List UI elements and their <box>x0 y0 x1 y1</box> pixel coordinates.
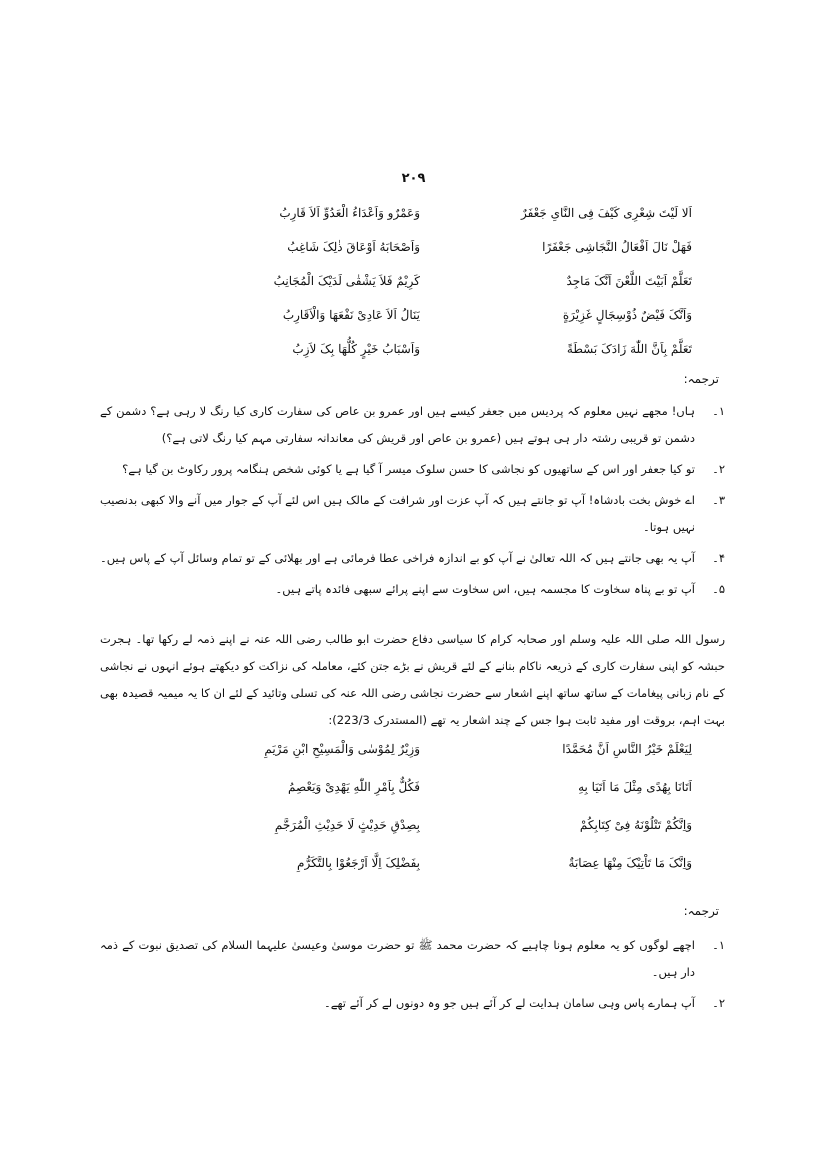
second-hemistich: یَنَالُ اَلاَ عَادِیْ نَفْعَهَا وَالْاَقَارِبُ <box>282 308 420 322</box>
item-number: ۲۔ <box>712 462 725 476</box>
verse-line <box>180 298 692 332</box>
first-hemistich: وَاِنَّکُمْ تَتْلُوْنَهُ فِیْ کِتَابِکُمْ <box>579 818 692 832</box>
verse-line <box>180 844 692 882</box>
first-hemistich: اَلا لَیْتَ شِعْرِی کَیْفَ فِی النَّایِ جَعْفَرٌ <box>520 206 692 220</box>
poem-1 <box>180 196 692 366</box>
item-number: ۳۔ <box>712 493 725 507</box>
page-number: ۲۰۹ <box>401 171 426 186</box>
verse-line <box>180 806 692 844</box>
list-item <box>100 576 725 603</box>
item-number: ۴۔ <box>712 551 725 565</box>
second-hemistich: وَاَسْبَابُ خَیْرٍ کُلُّهَا بِکَ لاَزِبُ <box>292 342 420 356</box>
body-paragraph: رسول اللہ صلی اللہ علیہ وسلم اور صحابہ کرام کا سیاسی دفاع حضرت ابو طالب رضی اللہ عنہ نے اپنے ذمہ لے رکھا تھا۔ ہجرت حبشہ کو اپنی سفارت کاری کے ذریعہ ناکام بنانے کے لئے قریش نے بڑے جتن کئے، معاملہ کی نزاکت کو دیکھتے ہوئے انہوں نے نجاشی کے نام زبانی پیغامات کے ساتھ ساتھ اپنے اشعار سے حضرت نجاشی رضی اللہ عنہ کی تسلی وتائید کے لئے ان کا یہ میمیہ قصیدہ بھی بہت اہم، بروقت اور مفید ثابت ہوا جس کے چند اشعار یہ تھے (المستدرک 223/3): <box>100 632 725 727</box>
item-number: ۲۔ <box>712 996 725 1010</box>
poem-2 <box>180 730 692 882</box>
second-hemistich: وَعَمْرٌو وَاَعْدَاءُ الْعَدُوِّ اَلاَ قَارِبُ <box>279 206 420 220</box>
translation-list-2 <box>100 932 725 1021</box>
second-hemistich: کَرِیْمٌ فَلاَ یَشْقٰی لَدَیْکَ الْمُجَانِبُ <box>273 274 420 288</box>
item-number: ۵۔ <box>712 582 725 596</box>
item-text: تو کیا جعفر اور اس کے ساتھیوں کو نجاشی کا حسن سلوک میسر آ گیا ہے یا کوئی شخص ہنگامہ پرور رکاوٹ بن گیا ہے؟ <box>122 462 695 476</box>
item-text: آپ یہ بھی جانتے ہیں کہ اللہ تعالیٰ نے آپ کو بے اندازہ فراخی عطا فرمائی ہے اور بھلائی کے تو تمام وسائل آپ کے پاس ہیں۔ <box>100 551 695 565</box>
verse-line <box>180 264 692 298</box>
list-item <box>100 932 725 986</box>
first-hemistich: اَتَانَا بِهُدًی مِثْلَ مَا اَتَیَا بِهِ <box>578 780 692 794</box>
first-hemistich: تَعَلَّمْ بِاَنَّ اللّٰهَ زَادَکَ بَسْطَةً <box>566 342 692 356</box>
list-item <box>100 545 725 572</box>
verse-line <box>180 196 692 230</box>
item-text: آپ تو بے پناہ سخاوت کا مجسمہ ہیں، اس سخاوت سے اپنے پرائے سبھی فائدہ پاتے ہیں۔ <box>275 582 695 596</box>
second-hemistich: بِصِدْقِ حَدِیْثٍ لَا حَدِیْثِ الْمُرَجَّمِ <box>274 818 420 832</box>
list-item <box>100 398 725 452</box>
item-text: اے خوش بخت بادشاہ! آپ تو جانتے ہیں کہ آپ عزت اور شرافت کے مالک ہیں اس لئے آپ کے جوار میں آنے والا کبھی بدنصیب نہیں ہوتا۔ <box>100 493 695 534</box>
item-text: اچھے لوگوں کو یہ معلوم ہونا چاہیے کہ حضرت محمد ﷺ تو حضرت موسیٰ وعیسیٰ علیہما السلام کی تصدیق نبوت کے ذمہ دار ہیں۔ <box>100 938 695 979</box>
second-hemistich: وَزِیْرٌ لِمُوْسٰی وَالْمَسِیْحِ ابْنِ مَرْیَمِ <box>264 742 420 756</box>
verse-line <box>180 768 692 806</box>
list-item <box>100 990 725 1017</box>
translation-list-1 <box>100 398 725 607</box>
item-number: ۱۔ <box>712 938 725 952</box>
verse-line <box>180 230 692 264</box>
verse-line <box>180 332 692 366</box>
item-text: ہاں! مجھے نہیں معلوم کہ پردیس میں جعفر کیسے ہیں اور عمرو بن عاص کی سفارت کاری کیا رنگ لا رہی ہے؟ دشمن کے دشمن تو قریبی رشتہ دار ہی ہوتے ہیں (عمرو بن عاص اور قریش کی معاندانہ سفارتی مہم کیا رنگ لاتی ہے؟) <box>100 404 695 445</box>
translation-label-2: ترجمہ: <box>683 904 719 918</box>
item-number: ۱۔ <box>712 404 725 418</box>
verse-line <box>180 730 692 768</box>
second-hemistich: بِفَضْلِکَ اِلَّا اَرْجَعُوْا بِالتَّکَرُّمِ <box>297 856 420 870</box>
first-hemistich: لِیَعْلَمْ خَیْرُ النَّاسِ اَنَّ مُحَمَّدًا <box>562 742 692 756</box>
translation-label: ترجمہ: <box>683 372 719 386</box>
first-hemistich: تَعَلَّمْ اَبَیْتَ اللَّعْنَ اَنَّکَ مَاجِدٌ <box>566 274 692 288</box>
first-hemistich: فَهَلْ نَالَ اَفْعَالُ النَّجَاشِی جَعْفَرًا <box>542 240 692 254</box>
second-hemistich: وَاَصْحَابَهُ اَوْعَاقَ ذٰلِکَ شَاغِبُ <box>287 240 420 254</box>
first-hemistich: وَاَنَّکَ فَیْضٌ ذُوْسِجَالٍ غَزِیْرَةٍ <box>562 308 692 322</box>
list-item <box>100 456 725 483</box>
second-hemistich: فَکُلٌّ بِاَمْرِ اللّٰهِ یَهْدِیْ وَیَعْصِمُ <box>287 780 420 794</box>
list-item <box>100 487 725 541</box>
item-text: آپ ہمارے پاس وہی سامان ہدایت لے کر آئے ہیں جو وہ دونوں لے کر آئے تھے۔ <box>324 996 695 1010</box>
first-hemistich: وَاِنَّکَ مَا تَاْتِیْکَ مِنْهَا عِصَابَةٌ <box>568 856 692 870</box>
